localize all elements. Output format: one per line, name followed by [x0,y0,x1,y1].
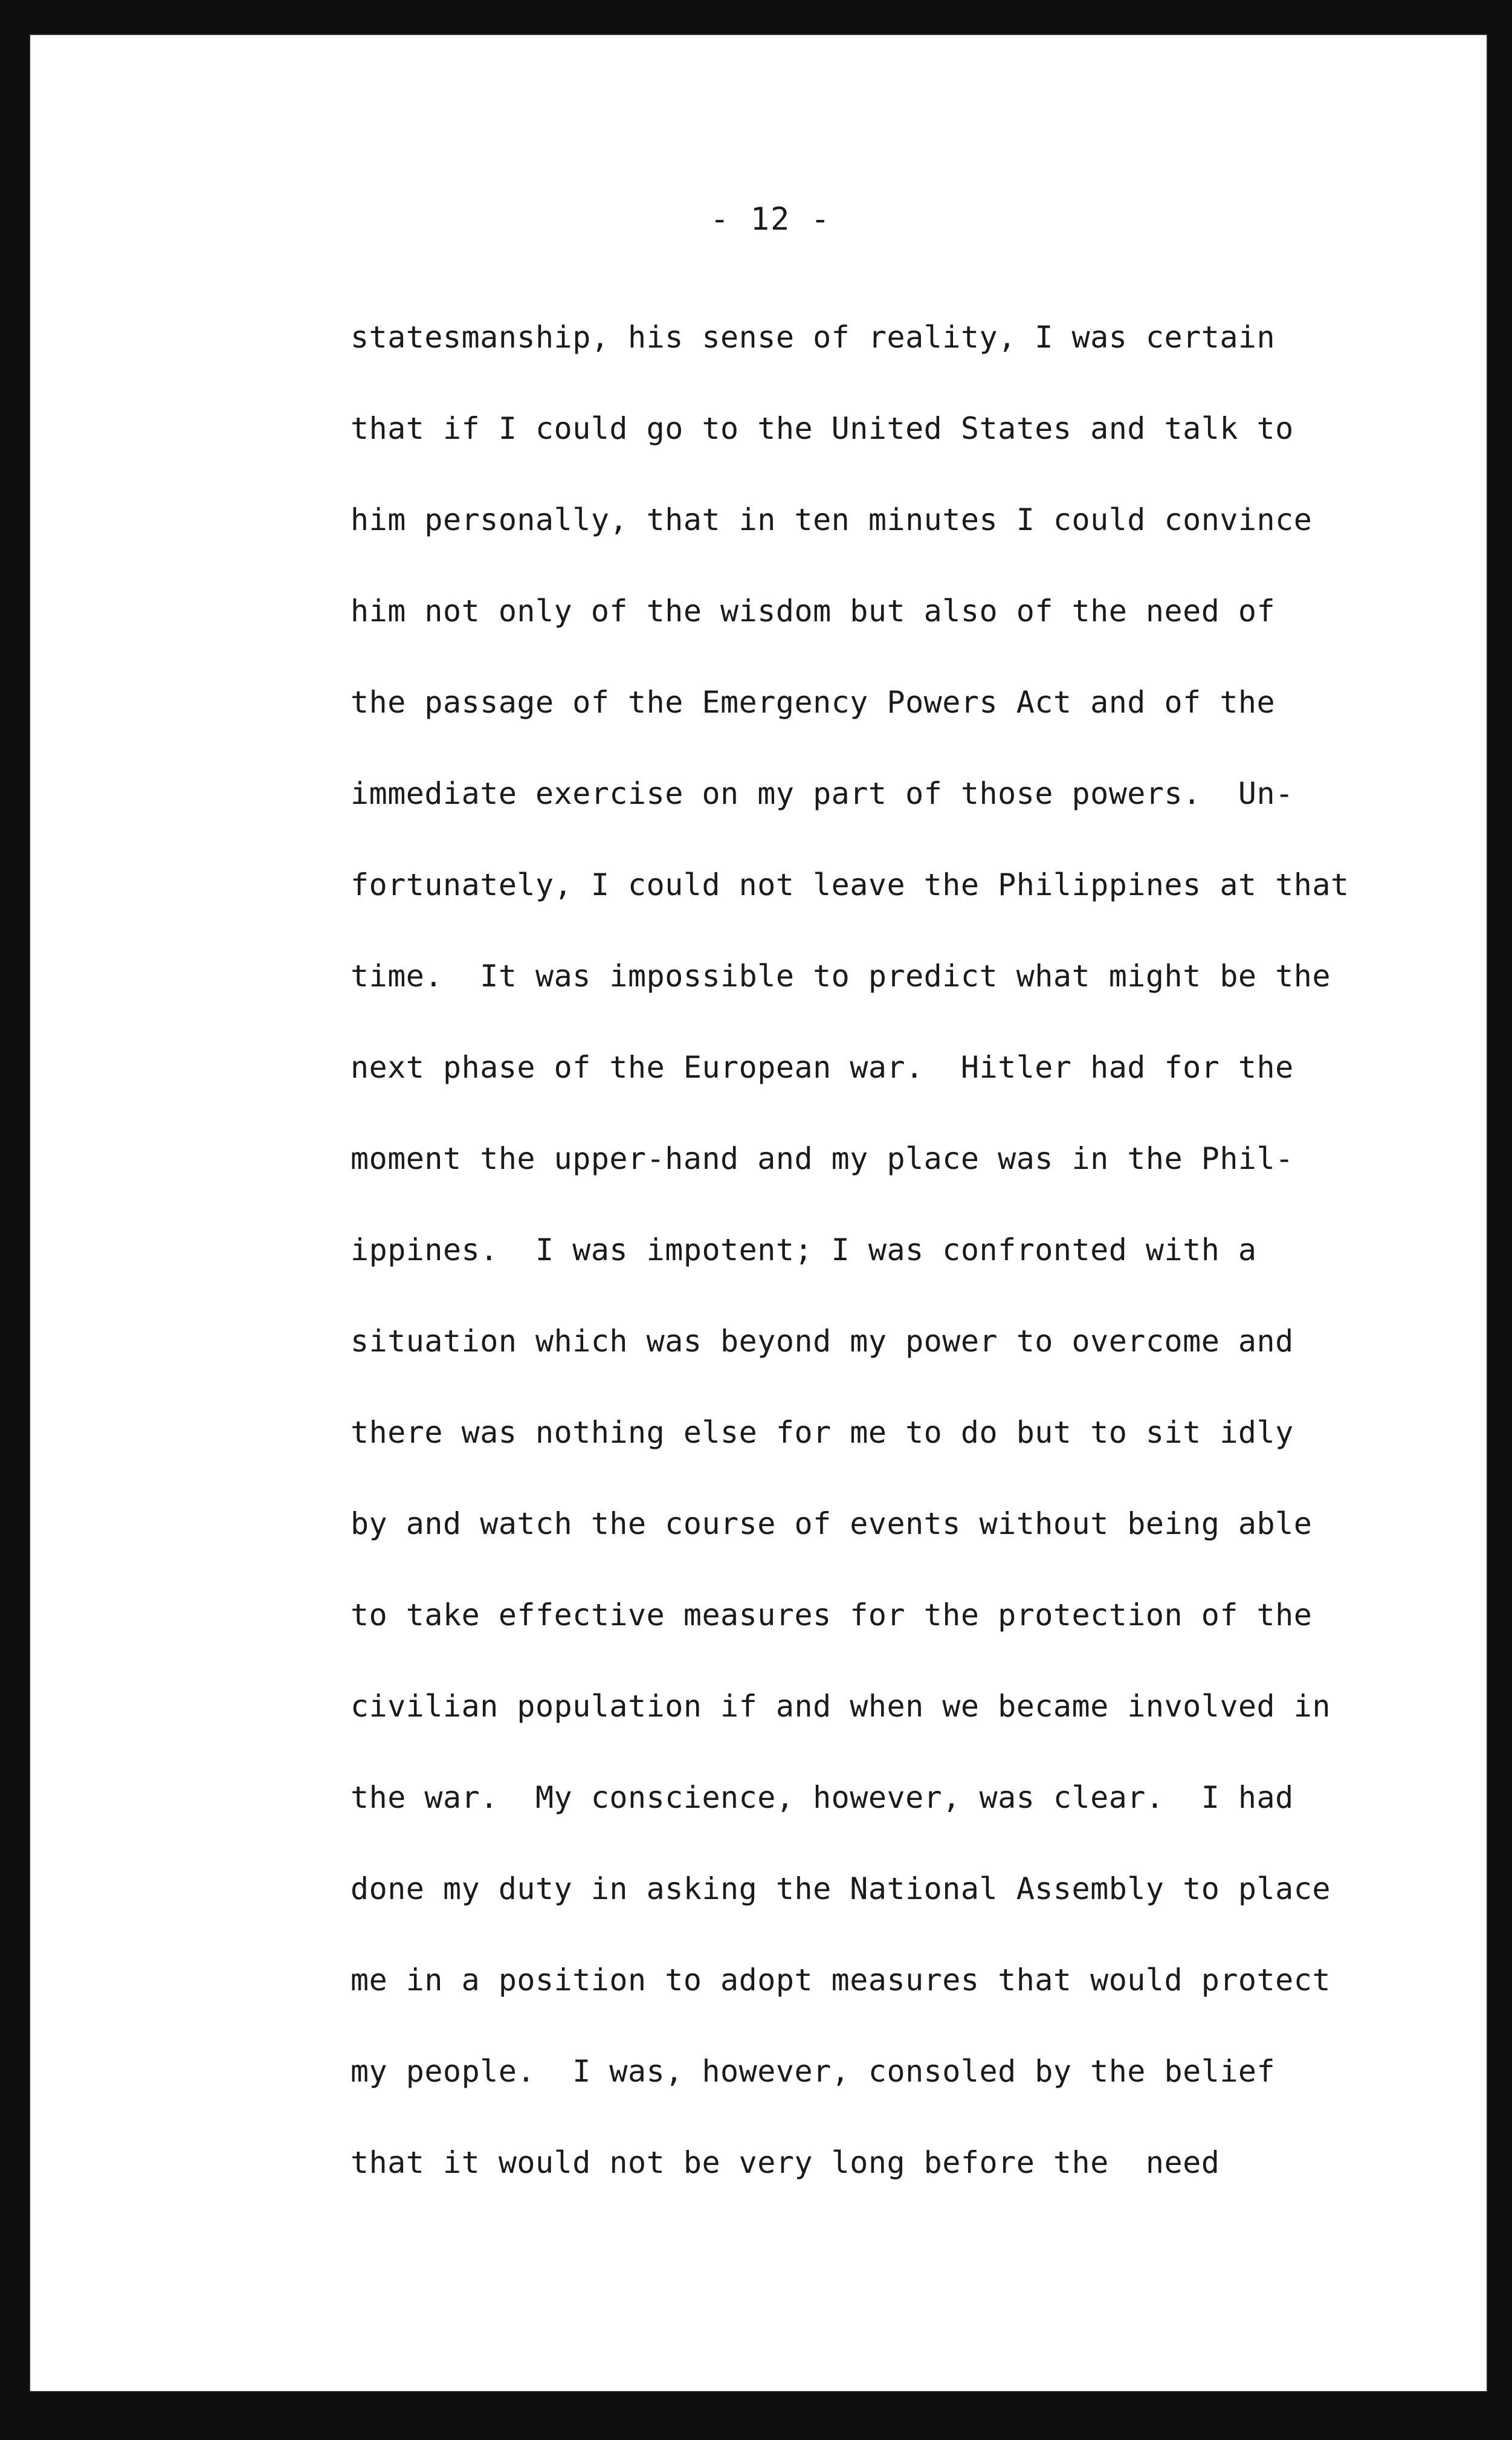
text-line: to take effective measures for the protection of the [351,1597,1313,1633]
text-line: next phase of the European war. Hitler had for the [351,1050,1294,1085]
text-line: him personally, that in ten minutes I could convince [351,502,1313,537]
page-number: - 12 - [710,201,831,238]
text-line: the passage of the Emergency Powers Act and of the [351,685,1276,720]
text-line: there was nothing else for me to do but to sit idly [351,1415,1294,1450]
text-line: him not only of the wisdom but also of the need of [351,594,1276,629]
text-line: that if I could go to the United States and talk to [351,411,1294,446]
text-line: situation which was beyond my power to overcome and [351,1324,1294,1359]
text-line: done my duty in asking the National Assembly to place [351,1871,1331,1906]
text-line: me in a position to adopt measures that would protect [351,1963,1331,1998]
text-line: immediate exercise on my part of those powers. Un- [351,776,1294,811]
text-line: my people. I was, however, consoled by the belief [351,2054,1276,2089]
text-line: civilian population if and when we became involved in [351,1689,1331,1724]
document-page [30,35,1487,2391]
text-line: moment the upper-hand and my place was in the Phil- [351,1141,1294,1176]
text-line: time. It was impossible to predict what might be the [351,959,1331,994]
text-line: by and watch the course of events without being able [351,1506,1313,1541]
body-text [351,319,1408,2236]
text-line: ippines. I was impotent; I was confronted with a [351,1232,1257,1267]
text-line: fortunately, I could not leave the Philippines at that [351,867,1349,902]
text-line: that it would not be very long before the need [351,2145,1220,2180]
text-line: statesmanship, his sense of reality, I was certain [351,320,1276,355]
text-line: the war. My conscience, however, was clear. I had [351,1780,1294,1815]
